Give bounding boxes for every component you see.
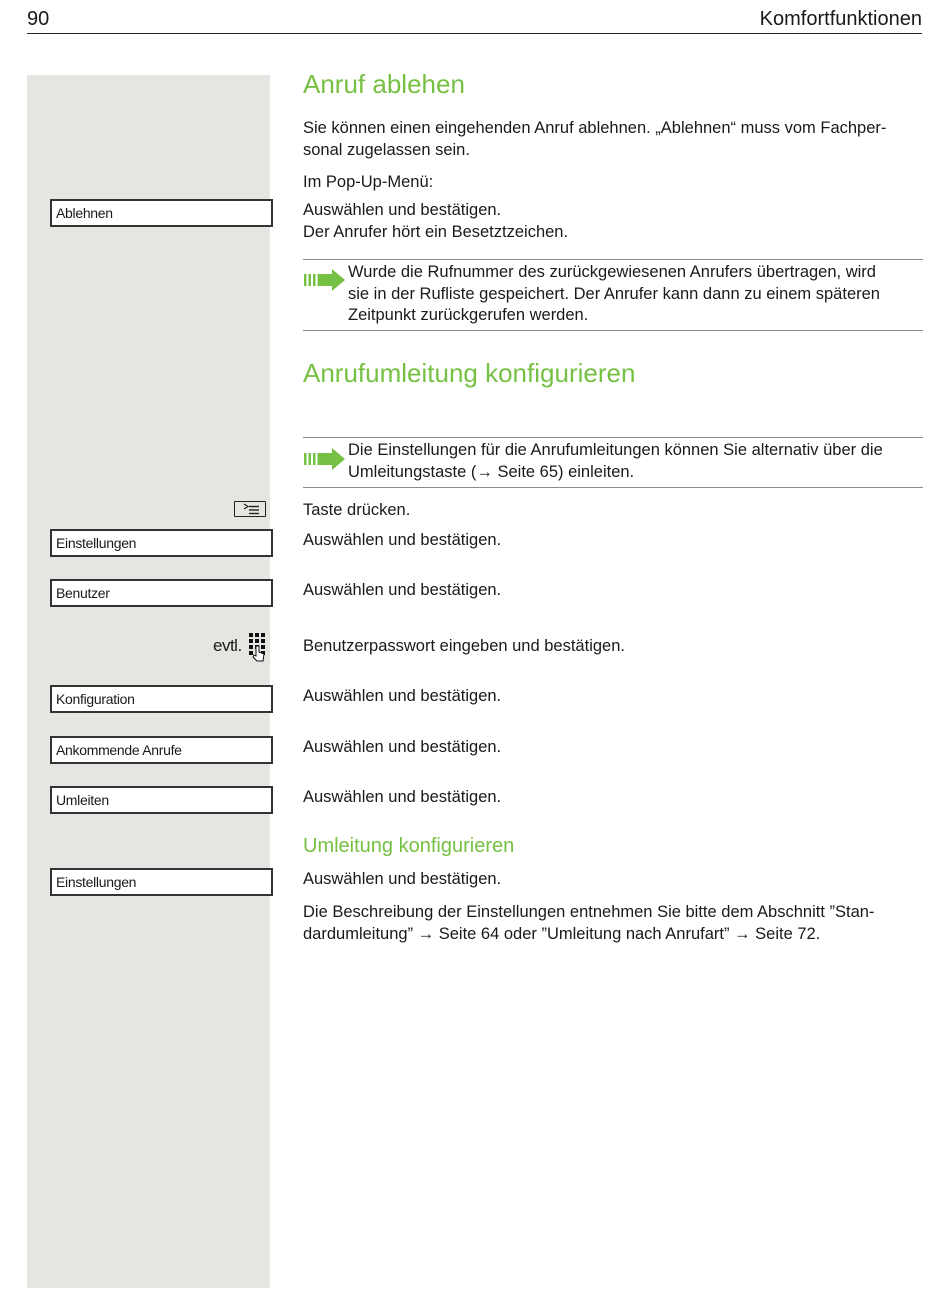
note-1-line-2: sie in der Rufliste gespeichert. Der Anrufer kann dann zu einem späteren — [348, 285, 880, 303]
sidebar-panel — [27, 75, 270, 1288]
step-konfiguration-text: Auswählen und bestätigen. — [303, 687, 502, 705]
page-number: 90 — [27, 8, 50, 30]
double-arrow-note-icon — [304, 268, 346, 292]
menu-item-ankommende-anrufe[interactable]: Ankommende Anrufe — [50, 736, 273, 764]
step-password-text: Benutzerpasswort eingeben und bestätigen. — [303, 637, 625, 655]
step-ablehnen-result: Der Anrufer hört ein Besetztzeichen. — [303, 223, 569, 241]
step-key-text: Taste drücken. — [303, 501, 411, 519]
menu-item-benutzer[interactable]: Benutzer — [50, 579, 273, 607]
heading-anruf-ablehen: Anruf ablehen — [303, 69, 465, 99]
note-1-line-1: Wurde die Rufnummer des zurückgewiesenen Anrufers übertragen, wird — [348, 263, 876, 281]
note-rule-top — [303, 437, 923, 438]
note-2-line-2: Umleitungstaste (→ Seite 65) einleiten. — [348, 463, 635, 481]
section-title: Komfortfunktionen — [759, 8, 922, 30]
note-rule-top — [303, 259, 923, 260]
step-einstellungen-text: Auswählen und bestätigen. — [303, 531, 502, 549]
menu-item-einstellungen[interactable]: Einstellungen — [50, 529, 273, 557]
note-rule-bottom — [303, 487, 923, 488]
step-einstellungen-2-text: Auswählen und bestätigen. — [303, 870, 502, 888]
menu-key-icon — [234, 501, 266, 517]
desc-line-2: dardumleitung” → Seite 64 oder ”Umleitung nach Anrufart” → Seite 72. — [303, 925, 821, 943]
menu-item-umleiten[interactable]: Umleiten — [50, 786, 273, 814]
step-ankommende-text: Auswählen und bestätigen. — [303, 738, 502, 756]
note-1-line-3: Zeitpunkt zurückgerufen werden. — [348, 306, 589, 324]
step-benutzer-text: Auswählen und bestätigen. — [303, 581, 502, 599]
intro-line-2: sonal zugelassen sein. — [303, 141, 470, 159]
evtl-label: evtl. — [213, 636, 242, 655]
popup-menu-label: Im Pop-Up-Menü: — [303, 173, 434, 191]
note-2-line-1: Die Einstellungen für die Anrufumleitungen können Sie alternativ über die — [348, 441, 883, 459]
step-umleiten-text: Auswählen und bestätigen. — [303, 788, 502, 806]
menu-item-einstellungen-2[interactable]: Einstellungen — [50, 868, 273, 896]
heading-anrufumleitung-konfigurieren: Anrufumleitung konfigurieren — [303, 358, 636, 388]
header-rule — [27, 33, 922, 34]
intro-line-1: Sie können einen eingehenden Anruf ablehnen. „Ablehnen“ muss vom Fachper- — [303, 119, 887, 137]
menu-item-konfiguration[interactable]: Konfiguration — [50, 685, 273, 713]
double-arrow-note-icon — [304, 447, 346, 471]
keypad-icon — [248, 632, 268, 662]
heading-umleitung-konfigurieren: Umleitung konfigurieren — [303, 835, 515, 857]
step-ablehnen-text: Auswählen und bestätigen. — [303, 201, 502, 219]
desc-line-1: Die Beschreibung der Einstellungen entnehmen Sie bitte dem Abschnitt ”Stan- — [303, 903, 875, 921]
menu-item-ablehnen[interactable]: Ablehnen — [50, 199, 273, 227]
note-rule-bottom — [303, 330, 923, 331]
